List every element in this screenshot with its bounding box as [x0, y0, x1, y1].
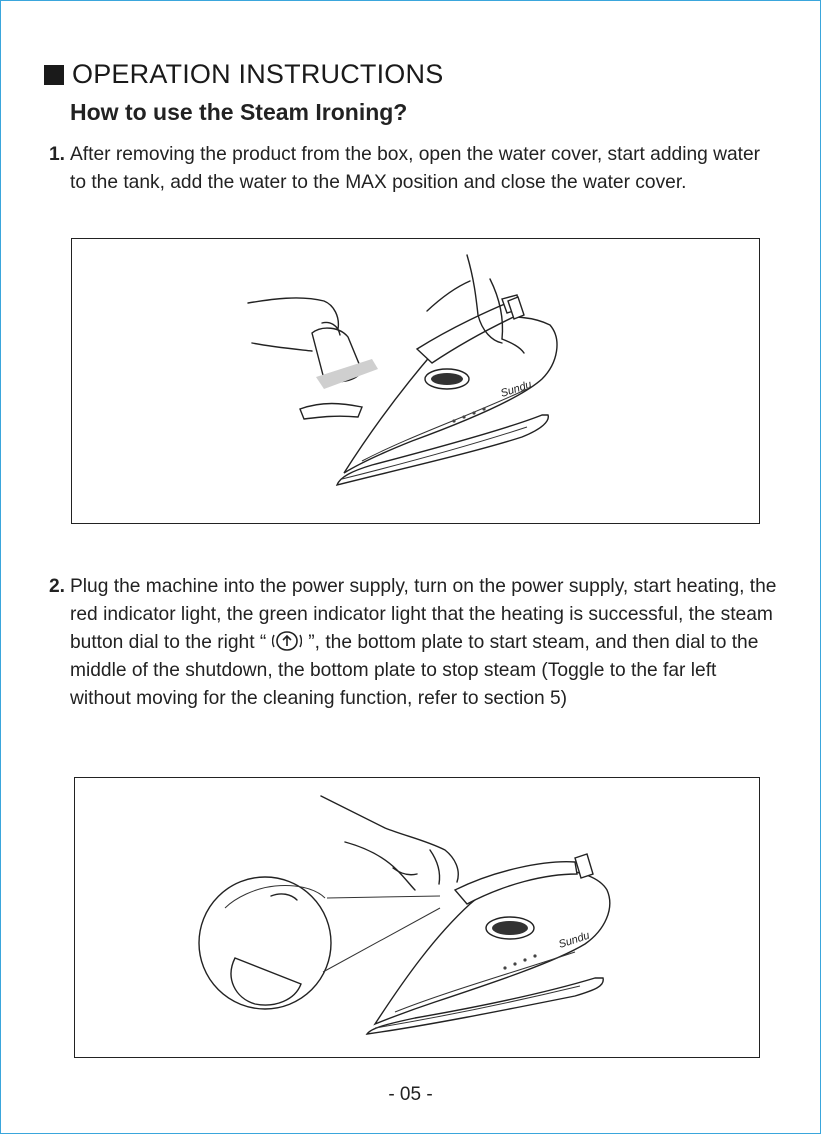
step-number: 2.: [49, 576, 66, 597]
brand-label: Sundu: [557, 929, 592, 951]
section-title: OPERATION INSTRUCTIONS: [72, 59, 444, 89]
step-1: [49, 141, 779, 197]
figure-steam-dial: [74, 777, 760, 1058]
figure-filling-water: [71, 238, 760, 524]
section-subtitle: How to use the Steam Ironing?: [70, 99, 408, 125]
iron-dial-illustration: [75, 778, 759, 1057]
step-text: After removing the product from the box, open the water cover, start adding water to the tank, add the water to the MAX position and close the water cover.: [70, 144, 761, 193]
step-number: 1.: [49, 144, 66, 165]
step-text: [70, 573, 779, 713]
step-text-part-1: Plug the machine into the power supply, turn on the power supply, start heating, the red indicator light, the green indicator light that the heating is successful, the steam button dial to the right “: [70, 576, 777, 653]
iron-filling-illustration: [72, 239, 759, 523]
square-bullet-icon: [44, 65, 64, 85]
step-text-part-2: ”, the bottom plate to start steam, and then dial to the middle of the shutdown, the bottom plate to stop steam (Toggle to the far left without moving for the cleaning function, refer to section 5): [70, 632, 759, 709]
section-heading: [44, 59, 443, 90]
step-2: [49, 573, 779, 713]
brand-label: Sundu: [499, 378, 534, 400]
page-number: - 05 -: [388, 1084, 433, 1105]
steam-icon: [272, 630, 302, 652]
